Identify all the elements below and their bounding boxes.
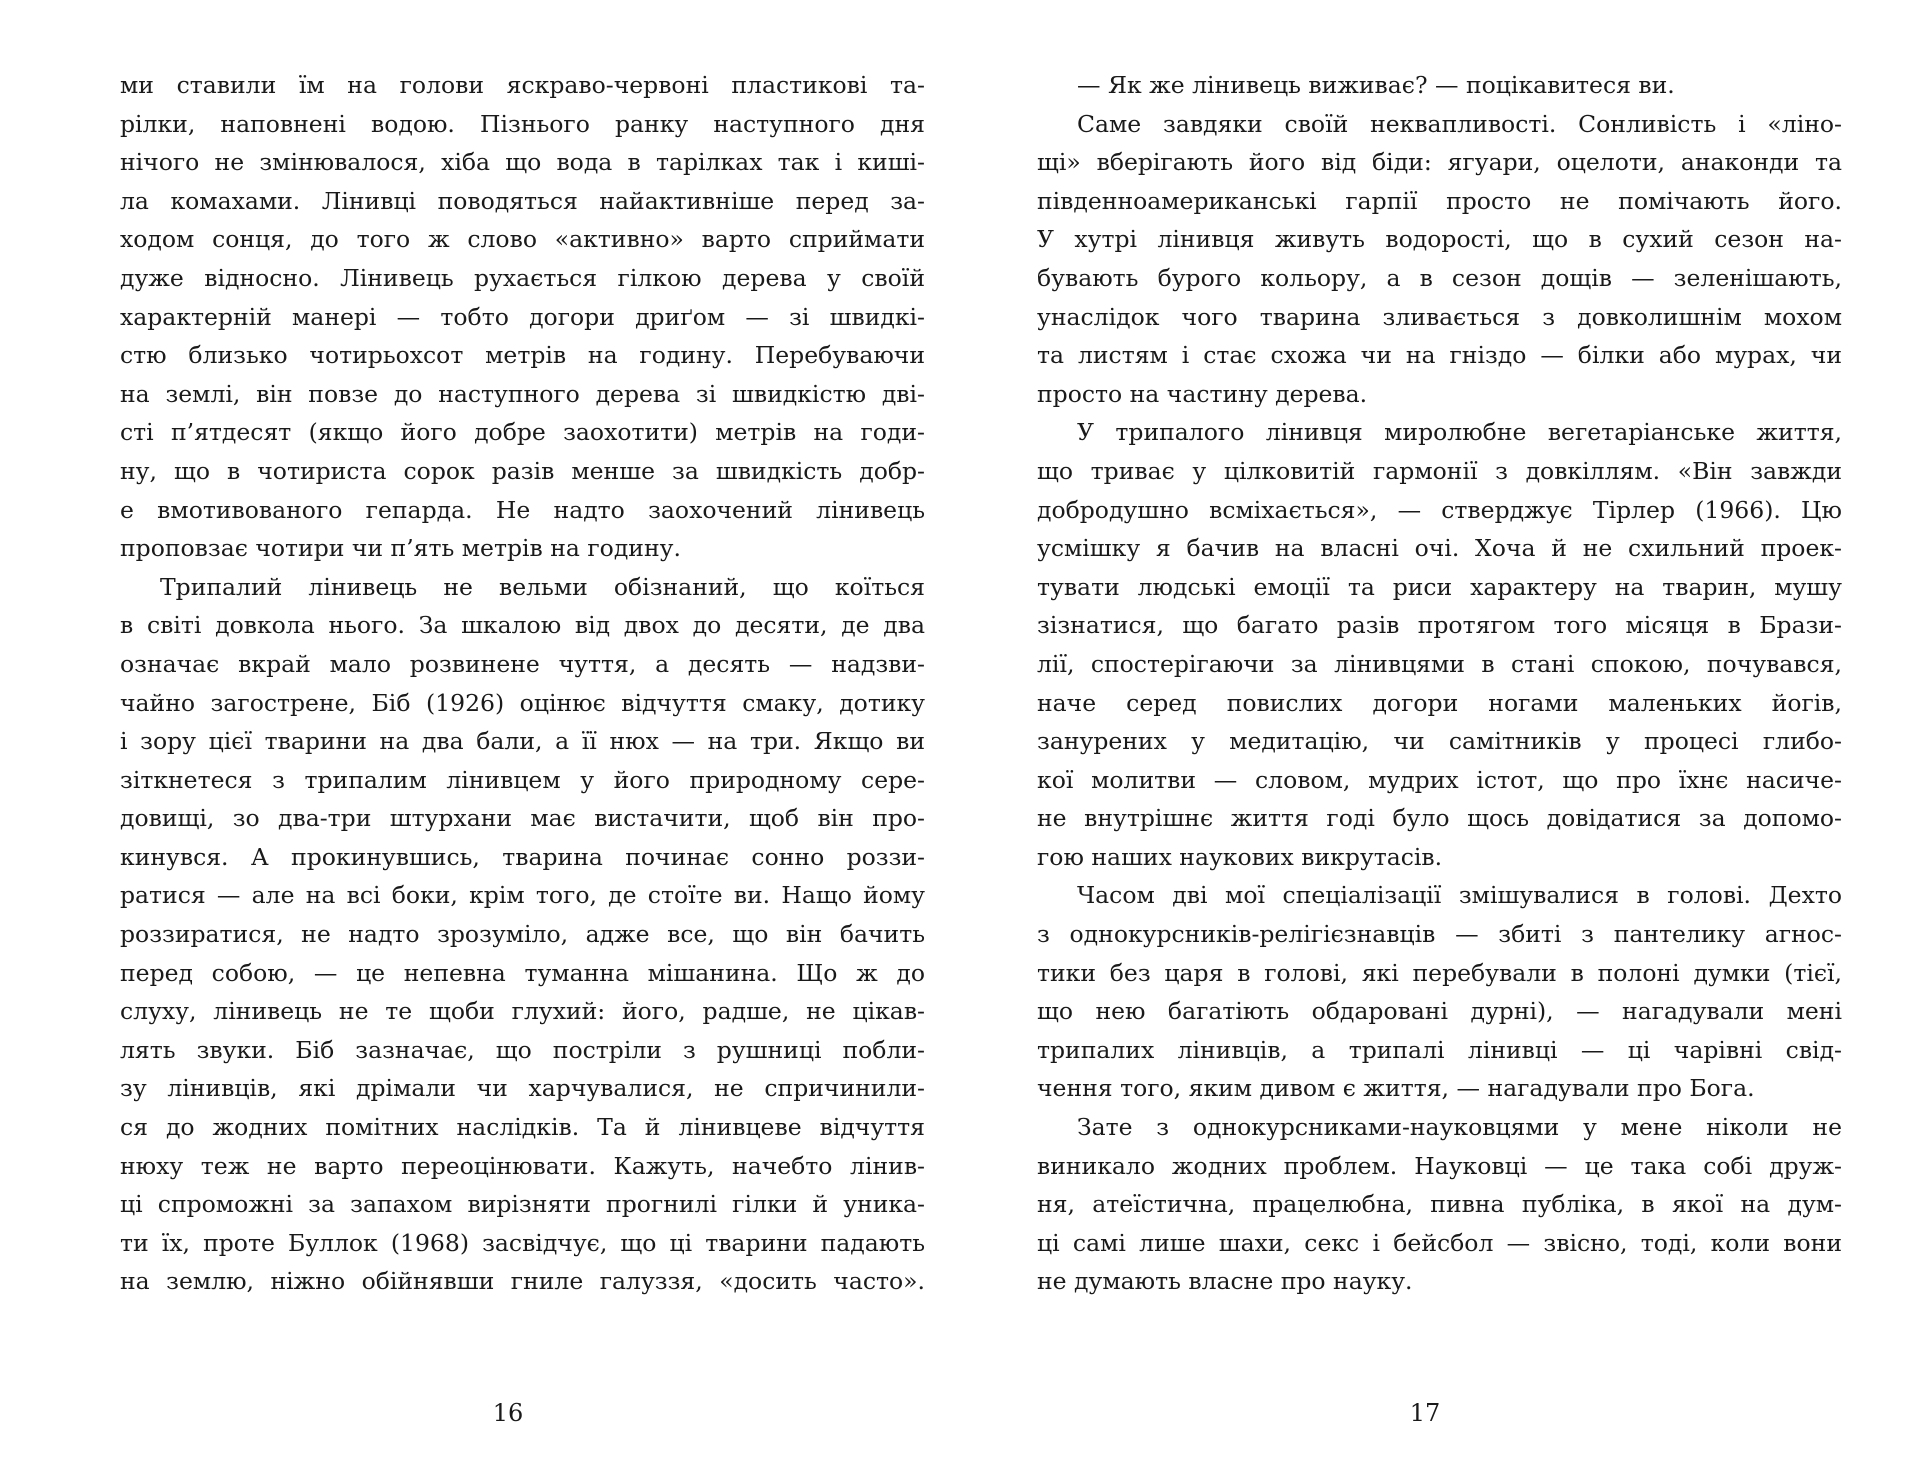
text-line: що триває у цілковитій гармонії з довкіллям. «Він завжди <box>1037 456 1842 485</box>
text-line: просто на частину дерева. <box>1037 379 1368 408</box>
text-line: лять звуки. Біб зазначає, що постріли з рушниці побли- <box>120 1035 925 1064</box>
text-line: що нею багатіють обдаровані дурні), — нагадували мені <box>1037 997 1842 1026</box>
text-line: нюху теж не варто переоцінювати. Кажуть, начебто лінив- <box>120 1151 925 1180</box>
text-line: стю близько чотирьохсот метрів на годину. Перебуваючи <box>120 341 925 370</box>
text-line: проповзає чотири чи п’ять метрів на годину. <box>120 534 681 563</box>
text-line: не внутрішнє життя годі було щось довідатися за допомо- <box>1037 804 1842 833</box>
text-line: добродушно всміхається», — стверджує Тірлер (1966). Цю <box>1037 495 1842 524</box>
text-line: ратися — але на всі боки, крім того, де стоїте ви. Нащо йому <box>120 881 925 910</box>
text-line: та листям і стає схожа чи на гніздо — білки або мурах, чи <box>1037 341 1842 370</box>
text-line: трипалих лінивців, а трипалі лінивці — ці чарівні свід- <box>1037 1035 1842 1064</box>
text-line: Часом дві мої спеціалізації змішувалися в голові. Дехто <box>1077 881 1842 910</box>
text-line: означає вкрай мало розвинене чуття, а десять — надзви- <box>120 649 925 678</box>
text-line: унаслідок чого тварина зливається з довколишнім мохом <box>1037 302 1842 331</box>
text-line: на землю, ніжно обійнявши гниле галуззя, «досить часто». <box>120 1267 925 1296</box>
text-line: У трипалого лінивця миролюбне вегетаріанське життя, <box>1077 418 1842 447</box>
text-line: усмішку я бачив на власні очі. Хоча й не схильний проек- <box>1037 534 1842 563</box>
text-line: щі» вберігають його від біди: ягуари, оцелоти, анаконди та <box>1037 148 1842 177</box>
text-line: дуже відносно. Лінивець рухається гілкою дерева у своїй <box>120 263 925 292</box>
text-line: довищі, зо два-три штурхани має вистачити, щоб він про- <box>120 804 925 833</box>
text-line: в світі довкола нього. За шкалою від двох до десяти, де два <box>120 611 925 640</box>
text-line: зізнатися, що багато разів протягом того місяця в Брази- <box>1037 611 1842 640</box>
text-line: з однокурсників-релігієзнавців — збиті з пантелику агнос- <box>1037 920 1842 949</box>
text-line: зіткнетеся з трипалим лінивцем у його природному сере- <box>120 765 925 794</box>
text-line: бувають бурого кольору, а в сезон дощів — зеленішають, <box>1037 263 1842 292</box>
text-line: ми ставили їм на голови яскраво-червоні пластикові та- <box>120 71 925 99</box>
text-line: е вмотивованого гепарда. Не надто заохочений лінивець <box>120 495 925 524</box>
left-page-text <box>120 66 925 1301</box>
text-line: Трипалий лінивець не вельми обізнаний, що коїться <box>160 572 925 601</box>
text-line: роззиратися, не надто зрозуміло, адже все, що він бачить <box>120 920 925 949</box>
text-line: кої молитви — словом, мудрих істот, що про їхнє насиче- <box>1037 765 1842 794</box>
page-number-left: 16 <box>492 1399 524 1427</box>
text-line: чайно загострене, Біб (1926) оцінює відчуття смаку, дотику <box>120 688 925 717</box>
text-line: чення того, яким дивом є життя, — нагадували про Бога. <box>1037 1074 1755 1103</box>
text-line: Зате з однокурсниками-науковцями у мене ніколи не <box>1077 1113 1842 1142</box>
text-line: — Як же лінивець виживає? — поцікавитеся ви. <box>1077 71 1675 99</box>
text-line: виникало жодних проблем. Науковці — це така собі друж- <box>1037 1151 1842 1180</box>
text-line: ся до жодних помітних наслідків. Та й лінивцеве відчуття <box>120 1113 925 1142</box>
text-line: занурених у медитацію, чи самітників у процесі глибо- <box>1037 727 1842 756</box>
text-line: гою наших наукових викрутасів. <box>1037 842 1443 871</box>
text-line: ходом сонця, до того ж слово «активно» варто сприймати <box>120 225 925 254</box>
text-line: лії, спостерігаючи за лінивцями в стані спокою, почувався, <box>1037 649 1842 678</box>
text-line: ла комахами. Лінивці поводяться найактивніше перед за- <box>120 186 925 215</box>
text-line: ну, що в чотириста сорок разів менше за швидкість добр- <box>120 456 925 485</box>
text-line: У хутрі лінивця живуть водорості, що в сухий сезон на- <box>1037 225 1842 254</box>
text-line: не думають власне про науку. <box>1037 1267 1413 1296</box>
text-line: характерній манері — тобто догори дриґом — зі швидкі- <box>120 302 925 331</box>
text-line: сті п’ятдесят (якщо його добре заохотити) метрів на годи- <box>120 418 925 447</box>
text-line: тувати людські емоції та риси характеру на тварин, мушу <box>1037 572 1842 601</box>
text-line: рілки, наповнені водою. Пізнього ранку наступного дня <box>120 109 925 138</box>
text-line: ці самі лише шахи, секс і бейсбол — звісно, тоді, коли вони <box>1037 1228 1842 1257</box>
text-line: ці спроможні за запахом вирізняти прогнилі гілки й уника- <box>120 1190 925 1219</box>
text-line: перед собою, — це непевна туманна мішанина. Що ж до <box>120 958 925 987</box>
text-line: наче серед повислих догори ногами маленьких йогів, <box>1037 688 1842 717</box>
text-line: Саме завдяки своїй неквапливості. Сонливість і «ліно- <box>1077 109 1842 138</box>
text-line: слуху, лінивець не те щоби глухий: його, радше, не цікав- <box>120 997 925 1026</box>
text-line: і зору цієї тварини на два бали, а її нюх — на три. Якщо ви <box>120 727 925 756</box>
text-line: ня, атеїстична, працелюбна, пивна публіка, в якої на дум- <box>1037 1190 1842 1219</box>
page-number-right: 17 <box>1409 1399 1441 1427</box>
text-line: південноамериканські гарпії просто не помічають його. <box>1037 186 1842 215</box>
text-line: зу лінивців, які дрімали чи харчувалися, не спричинили- <box>120 1074 925 1103</box>
text-line: на землі, він повзе до наступного дерева зі швидкістю дві- <box>120 379 925 408</box>
right-page-text <box>1037 66 1842 1301</box>
text-line: нічого не змінювалося, хіба що вода в тарілках так і киші- <box>120 148 925 177</box>
text-line: ти їх, проте Буллок (1968) засвідчує, що ці тварини падають <box>120 1228 925 1257</box>
text-line: тики без царя в голові, які перебували в полоні думки (тієї, <box>1037 958 1842 987</box>
text-line: кинувся. А прокинувшись, тварина починає сонно роззи- <box>120 842 925 871</box>
